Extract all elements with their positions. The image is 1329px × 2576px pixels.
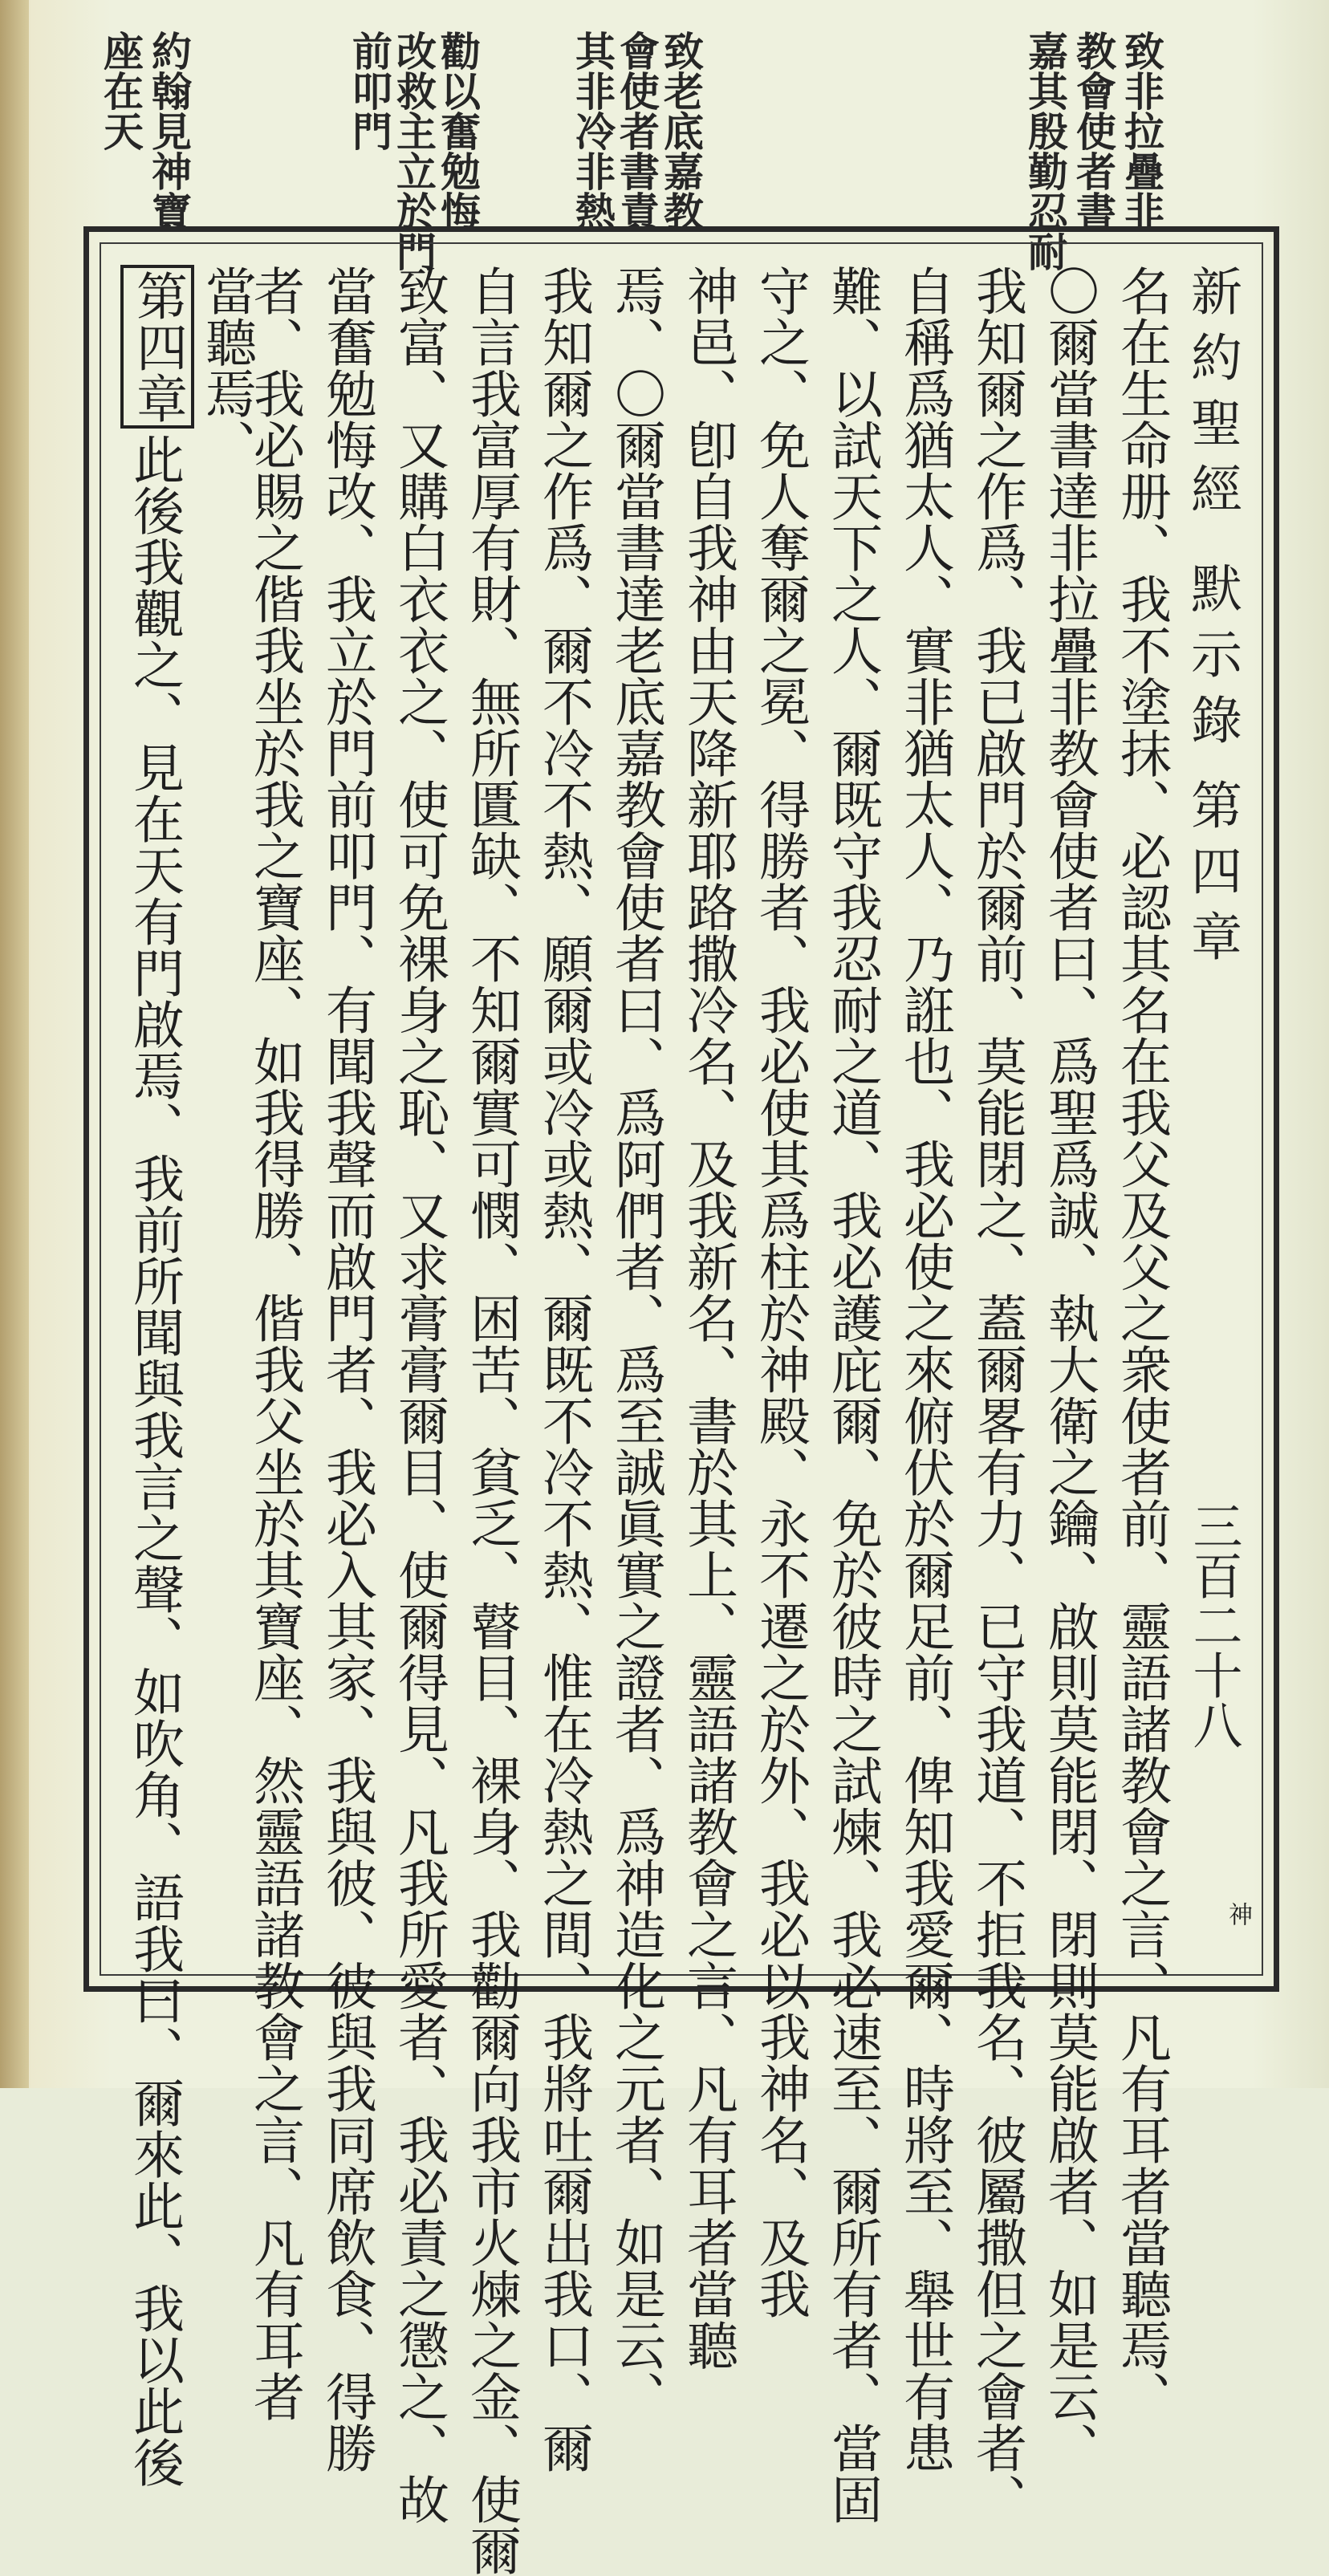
text-column: 守之、免人奪爾之冕、得勝者、我必使其爲柱於神殿、永不遷之於外、我必以我神名、及我 (750, 265, 810, 2319)
text-column: 自言我富厚有財、無所匱缺、不知爾實可憫、困苦、貧乏、瞽目、裸身、我勸爾向我市火煉之金、使爾 (461, 265, 521, 2576)
text-column: 神邑、卽自我神由天降新耶路撒冷名、及我新名、書於其上、靈語諸教會之言、凡有耳者當聽 (678, 265, 738, 2371)
chapter-label-box: 第四章 (120, 265, 194, 429)
header-note-line: 前叩門 (346, 30, 393, 151)
header-note-line: 勸以奮勉悔 (434, 30, 482, 231)
chapter-start-text: 此後我觀之、見在天有門啟焉、我前所聞與我言之聲、如吹角、語我曰、爾來此、我以此後 (124, 433, 184, 2488)
text-column: 當聽焉、 (197, 265, 256, 470)
text-column: 當奮勉悔改、我立於門前叩門、有聞我聲而啟門者、我必入其家、我與彼、彼與我同席飲食、得勝 (317, 265, 376, 2473)
header-note-line: 教會使者書 (1070, 30, 1117, 231)
text-column: 致富、又購白衣衣之、使可免裸身之恥、又求膏膏爾目、使爾得見、凡我所愛者、我必責之懲之、故 (389, 265, 449, 2525)
header-note-line: 其非冷非熱 (569, 30, 616, 231)
text-column: 自稱爲猶太人、實非猶太人、乃誑也、我必使之來俯伏於爾足前、俾知我愛爾、時將至、舉世有患 (895, 265, 954, 2473)
chapter-start-column (120, 265, 194, 2488)
binding-gutter (0, 0, 29, 2088)
section-title: 默示錄 (1182, 562, 1242, 759)
header-note-line: 座在天 (97, 30, 144, 151)
text-column: 焉、〇爾當書達老底嘉教會使者曰、爲阿們者、爲至誠眞實之證者、爲神造化之元者、如是云、 (606, 265, 665, 2422)
text-column: 我知爾之作爲、我已啟門於爾前、莫能閉之、蓋爾畧有力、已守我道、不拒我名、彼屬撒但之會者、 (967, 265, 1026, 2525)
chapter-title: 第四章 (1182, 778, 1242, 976)
seal-mark: 神 (1224, 1902, 1252, 1926)
book-title: 新約聖經 (1182, 265, 1242, 528)
text-column: 〇爾當書達非拉疊非教會使者曰、爲聖爲誠、執大衛之鑰、啟則莫能閉、閉則莫能啟者、如是云、 (1039, 265, 1099, 2473)
header-note-line: 約翰見神寶 (145, 30, 193, 231)
header-note-line: 會使者書責 (613, 30, 660, 231)
text-column: 難、以試天下之人、爾既守我忍耐之道、我必護庇爾、免於彼時之試煉、我必速至、爾所有者、當固 (823, 265, 882, 2525)
page-number: 三百二十八 (1185, 1501, 1243, 1749)
header-note-line: 致非拉疊非 (1118, 30, 1165, 231)
text-column: 我知爾之作爲、爾不冷不熱、願爾或冷或熱、爾既不冷不熱、惟在冷熱之間、我將吐爾出我口、爾 (534, 265, 593, 2473)
header-note-line: 改救主立於門 (390, 30, 437, 271)
text-column: 名在生命册、我不塗抹、必認其名在我父及父之衆使者前、靈語諸教會之言、凡有耳者當聽焉、 (1112, 265, 1171, 2422)
header-note-line: 嘉其殷勤忍耐 (1022, 30, 1069, 271)
text-column: 者、我必賜之偕我坐於我之寶座、如我得勝、偕我父坐於其寶座、然靈語諸教會之言、凡有耳者 (245, 265, 304, 2422)
header-note-line: 致老底嘉教 (657, 30, 705, 231)
